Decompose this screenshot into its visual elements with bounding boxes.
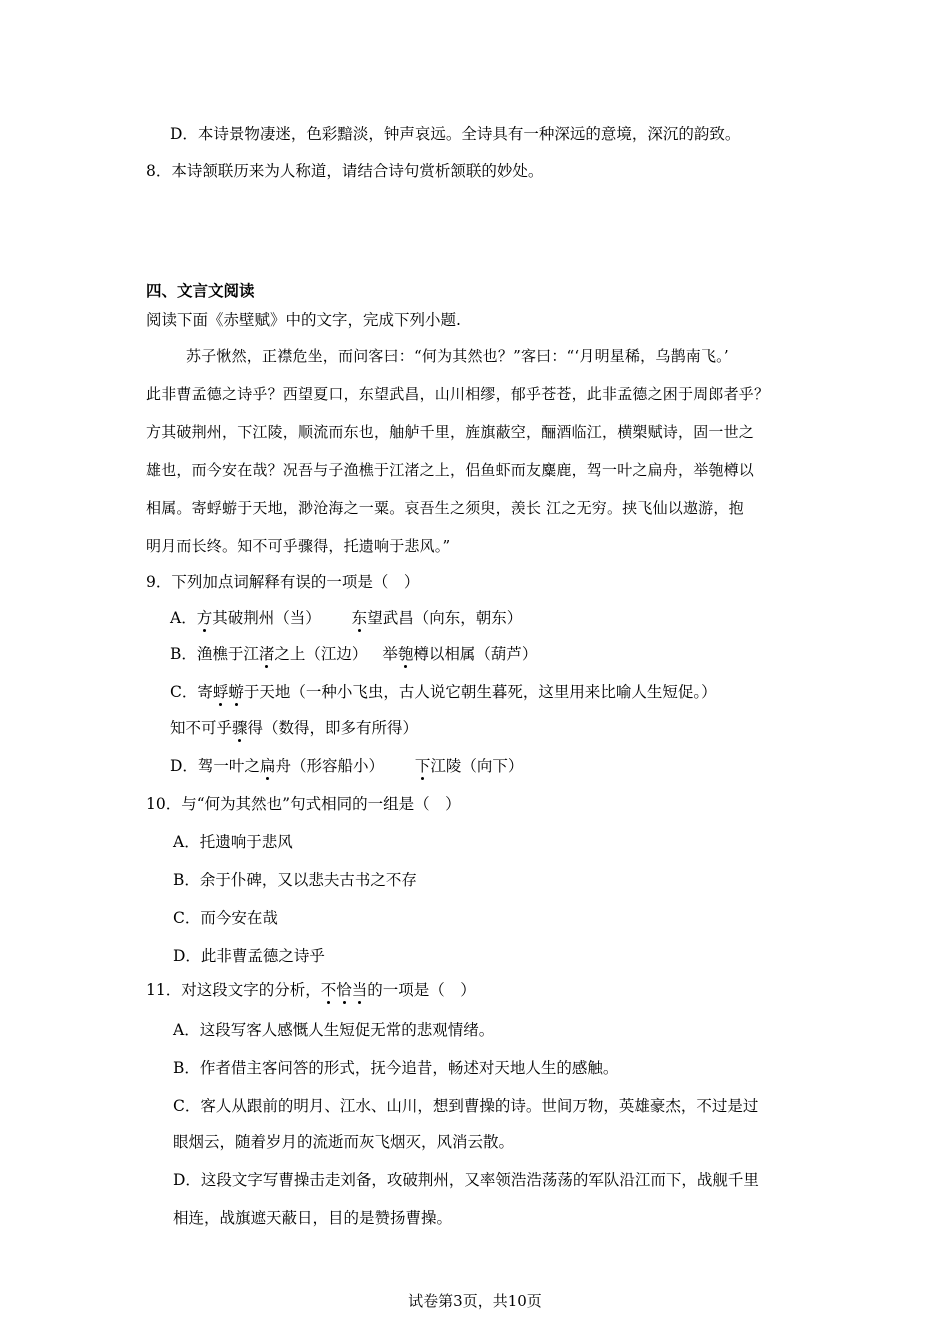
q11-option-d-cont: 相连，战旗遮天蔽日，目的是赞扬曹操。 xyxy=(173,1209,453,1227)
text: 知不可乎 xyxy=(170,719,233,737)
passage-line: 此非曹孟德之诗乎？西望夏口，东望武昌，山川相缪，郁乎苍苍，此非孟德之困于周郎者乎？ xyxy=(146,385,770,403)
q9-option-a xyxy=(170,608,522,628)
section-intro: 阅读下面《赤壁赋》中的文字，完成下列小题. xyxy=(146,311,461,329)
dotted-word: 方 xyxy=(196,609,213,627)
dotted-word: 下 xyxy=(414,757,431,775)
text: 舟（形容船小） xyxy=(275,757,384,775)
text: D．驾一叶之 xyxy=(170,757,260,775)
text: A． xyxy=(170,609,197,627)
passage-line: 方其破荆州，下江陵，顺流而东也，舳舻千里，旌旗蔽空，酾酒临江，横槊赋诗，固一世之 xyxy=(146,423,755,441)
text: 之上（江边） xyxy=(274,645,368,663)
q11-option-d: D．这段文字写曹操击走刘备，攻破荆州，又率领浩浩荡荡的军队沿江而下，战舰千里 xyxy=(173,1171,759,1189)
dotted-word: 不 xyxy=(320,981,337,999)
q10-option-a: A．托遗响于悲风 xyxy=(173,833,293,851)
q9-option-c-cont xyxy=(170,718,418,738)
text: B．渔樵于江 xyxy=(170,645,259,663)
dotted-word: 蝣 xyxy=(228,683,244,701)
q9-option-b xyxy=(170,644,537,664)
question-10-stem: 10．与“何为其然也”句式相同的一组是（ ） xyxy=(146,795,461,813)
page-footer: 试卷第3页，共10页 xyxy=(408,1292,542,1310)
q11-option-c: C．客人从跟前的明月、江水、山川，想到曹操的诗。世间万物，英雄豪杰，不过是过 xyxy=(173,1097,759,1115)
question-11-stem xyxy=(146,980,476,1000)
q11-option-b: B．作者借主客问答的形式，抚今追昔，畅述对天地人生的感触。 xyxy=(173,1059,619,1077)
text: 江陵（向下） xyxy=(430,757,524,775)
dotted-word: 匏 xyxy=(397,645,414,663)
section-title: 四、文言文阅读 xyxy=(146,282,255,300)
text: 11．对这段文字的分析， xyxy=(146,981,321,999)
text: C．寄 xyxy=(170,683,213,701)
text: 得（数得，即多有所得） xyxy=(247,719,419,737)
text: 其破荆州（当） xyxy=(212,609,321,627)
q10-option-b: B．余于仆碑，又以悲夫古书之不存 xyxy=(173,871,417,889)
passage-line: 苏子愀然，正襟危坐，而问客曰：“何为其然也？”客曰：“‘月明星稀，乌鹊南飞。’ xyxy=(186,347,729,365)
text: 樽以相属（葫芦） xyxy=(413,645,538,663)
passage-line: 明月而长终。知不可乎骤得，托遗响于悲风。” xyxy=(146,537,451,555)
q7-option-d: D．本诗景物凄迷，色彩黯淡，钟声哀远。全诗具有一种深远的意境，深沉的韵致。 xyxy=(170,125,741,143)
question-8: 8．本诗颔联历来为人称道，请结合诗句赏析颔联的妙处。 xyxy=(146,162,544,180)
dotted-word: 当 xyxy=(351,981,368,999)
dotted-word: 蜉 xyxy=(212,683,229,701)
q9-option-c xyxy=(170,682,717,702)
text: 于天地（一种小飞虫，古人说它朝生暮死，这里用来比喻人生短促。） xyxy=(243,683,717,701)
q9-option-d xyxy=(170,756,523,776)
dotted-word: 骤 xyxy=(232,719,248,737)
q10-option-c: C．而今安在哉 xyxy=(173,909,278,927)
text: 的一项是（ ） xyxy=(367,981,476,999)
passage-line: 相属。寄蜉蝣于天地，渺沧海之一粟。哀吾生之须臾，羡长 江之无穷。挟飞仙以遨游，抱 xyxy=(146,499,744,517)
dotted-word: 扁 xyxy=(259,757,276,775)
dotted-word: 渚 xyxy=(258,645,275,663)
text: 举 xyxy=(382,645,398,663)
q10-option-d: D．此非曹孟德之诗乎 xyxy=(173,947,325,965)
dotted-word: 东 xyxy=(351,609,368,627)
q11-option-a: A．这段写客人感慨人生短促无常的悲观情绪。 xyxy=(173,1021,495,1039)
dotted-word: 恰 xyxy=(336,981,352,999)
question-9-stem: 9．下列加点词解释有误的一项是（ ） xyxy=(146,573,420,591)
q11-option-c-cont: 眼烟云，随着岁月的流逝而灰飞烟灭，风消云散。 xyxy=(173,1133,515,1151)
passage-line: 雄也，而今安在哉？况吾与子渔樵于江渚之上，侣鱼虾而友麋鹿，驾一叶之扁舟，举匏樽以 xyxy=(146,461,755,479)
text: 望武昌（向东，朝东） xyxy=(367,609,523,627)
